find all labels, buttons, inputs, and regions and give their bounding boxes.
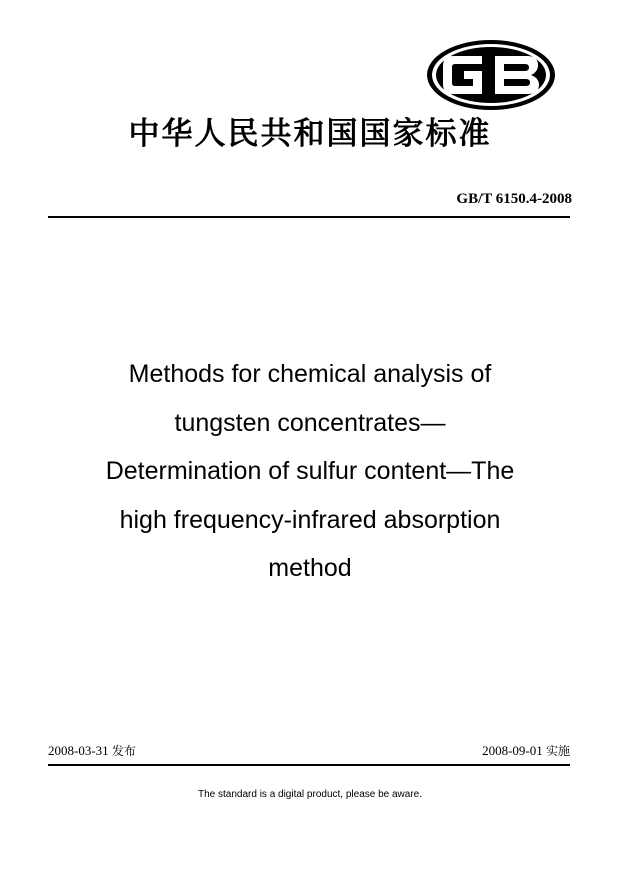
- implementation-date-label: 实施: [545, 744, 570, 758]
- implementation-date: [482, 743, 570, 759]
- gb-logo: [425, 38, 557, 112]
- header-divider: [48, 216, 570, 218]
- title-line-3: Determination of sulfur content—The: [105, 457, 515, 485]
- issue-date-label: 发布: [111, 744, 136, 758]
- issue-date: [48, 743, 136, 759]
- title-line-5: method: [268, 554, 352, 582]
- title-line-2: tungsten concentrates—: [174, 408, 446, 437]
- issuing-authority-title: 中华人民共和国国家标准: [128, 116, 492, 152]
- issue-date-value: 2008-03-31: [48, 743, 109, 758]
- title-line-1: Methods for chemical analysis of: [128, 360, 492, 388]
- standard-number: GB/T 6150.4-2008: [456, 191, 572, 207]
- implementation-date-value: 2008-09-01: [482, 743, 543, 758]
- document-title: [40, 350, 580, 593]
- title-line-4: high frequency-infrared absorption: [119, 505, 501, 534]
- digital-product-notice: The standard is a digital product, please be aware.: [197, 789, 423, 800]
- footer-divider: [48, 764, 570, 766]
